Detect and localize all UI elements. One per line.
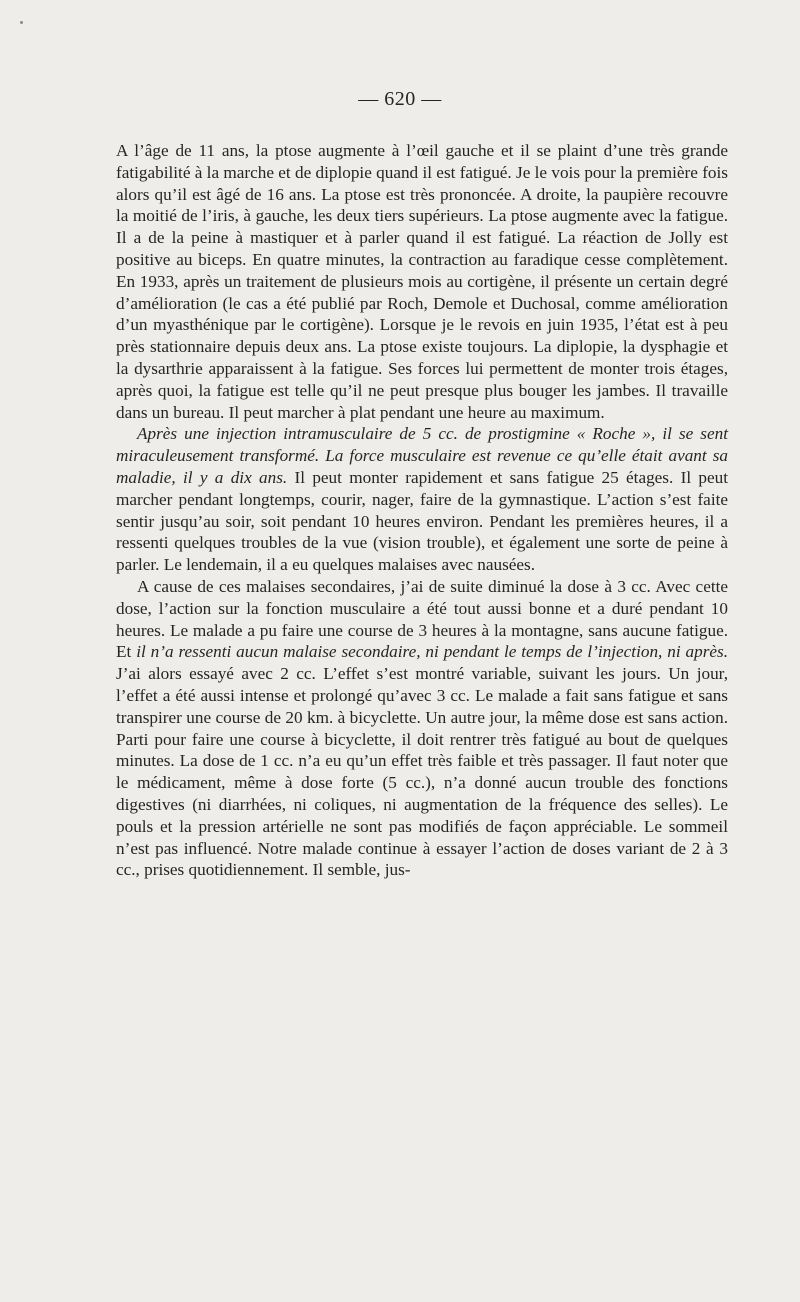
paragraph-2-text: Il peut monter rapidement et sans fatigue 25 étages. Il peut marcher pendant longtemps, courir, nager, faire de la gymnastique. L’action s’est faite sentir jusqu’au soir, soit pendant 10 heures environ. Pendant les premières heures, il a ressenti quelques troubles de la vue (vision trouble), et également une sorte de peine à parler. Le lendemain, il a eu quelques malaises avec nausées. xyxy=(116,467,728,575)
page-number: — 620 — xyxy=(358,88,442,110)
paragraph-1-text: A l’âge de 11 ans, la ptose augmente à l’œil gauche et il se plaint d’une très grande fatigabilité à la marche et de diplopie quand il est fatigué. Je le vois pour la première fois alors qu’il est âgé de 16 ans. La ptose est très prononcée. A droite, la paupière recouvre la moitié de l’iris, à gauche, les deux tiers supérieurs. La ptose augmente avec la fatigue. Il a de la peine à mastiquer et à parler quand il est fatigué. La réaction de Jolly est positive au biceps. En quatre minutes, la contraction au faradique cesse complètement. En 1933, après un traitement de plusieurs mois au cortigène, il présente un certain degré d’amélioration (le cas a été publié par Roch, Demole et Duchosal, comme amélioration d’un myasthénique par le cortigène). Lorsque je le revois en juin 1935, l’état est à peu près stationnaire depuis deux ans. La ptose existe toujours. La diplopie, la dysphagie et la dysarthrie apparaissent à la fatigue. Ses forces lui permettent de monter trois étages, après quoi, la fatigue est telle qu’il ne peut presque plus bouger les jambes. Il travaille dans un bureau. Il peut marcher à plat pendant une heure au maximum. xyxy=(116,141,728,422)
paragraph-2-italic-text: Après une injection intramusculaire de 5 cc. de prostigmine « Roche », il se sent miraculeusement transformé. La force musculaire est revenue ce qu’elle était avant sa maladie, il y a dix ans. xyxy=(116,424,728,487)
paragraph-3-text-end: J’ai alors essayé avec 2 cc. L’effet s’est montré variable, suivant les jours. Un jour, l’effet a été aussi intense et prolongé qu’avec 3 cc. Le malade a fait sans fatigue et sans transpirer une course de 20 km. à bicyclette. Un autre jour, la même dose est sans action. Parti pour faire une course à bicyclette, il doit rentrer très fatigué au bout de quelques minutes. La dose de 1 cc. n’a eu qu’un effet très faible et très passager. Il faut noter que le médicament, même à dose forte (5 cc.), n’a donné aucun trouble des fonctions digestives (ni diarrhées, ni coliques, ni augmentation de la fréquence des selles). Le pouls et la pression artérielle ne sont pas modifiés de façon appréciable. Le sommeil n’est pas influencé. Notre malade continue à essayer l’action de doses variant de 2 à 3 cc., prises quotidiennement. Il semble, jus- xyxy=(116,664,728,880)
paragraph-2 xyxy=(116,423,728,576)
paragraph-3-text-start: A cause de ces malaises secondaires, j’ai de suite diminué la dose à 3 cc. Avec cette dose, l’action sur la fonction musculaire a été tout aussi bonne et a duré pendant 10 heures. Le malade a pu faire une course de 3 heures à la montagne, sans aucune fatigue. Et xyxy=(116,576,728,662)
paragraph-3 xyxy=(116,576,728,881)
scan-speck xyxy=(20,21,23,24)
body-text xyxy=(116,140,728,881)
paragraph-3-italic-text: il n’a ressenti aucun malaise secondaire, ni pendant le temps de l’injection, ni après. xyxy=(136,642,728,662)
paragraph-1 xyxy=(116,140,728,423)
